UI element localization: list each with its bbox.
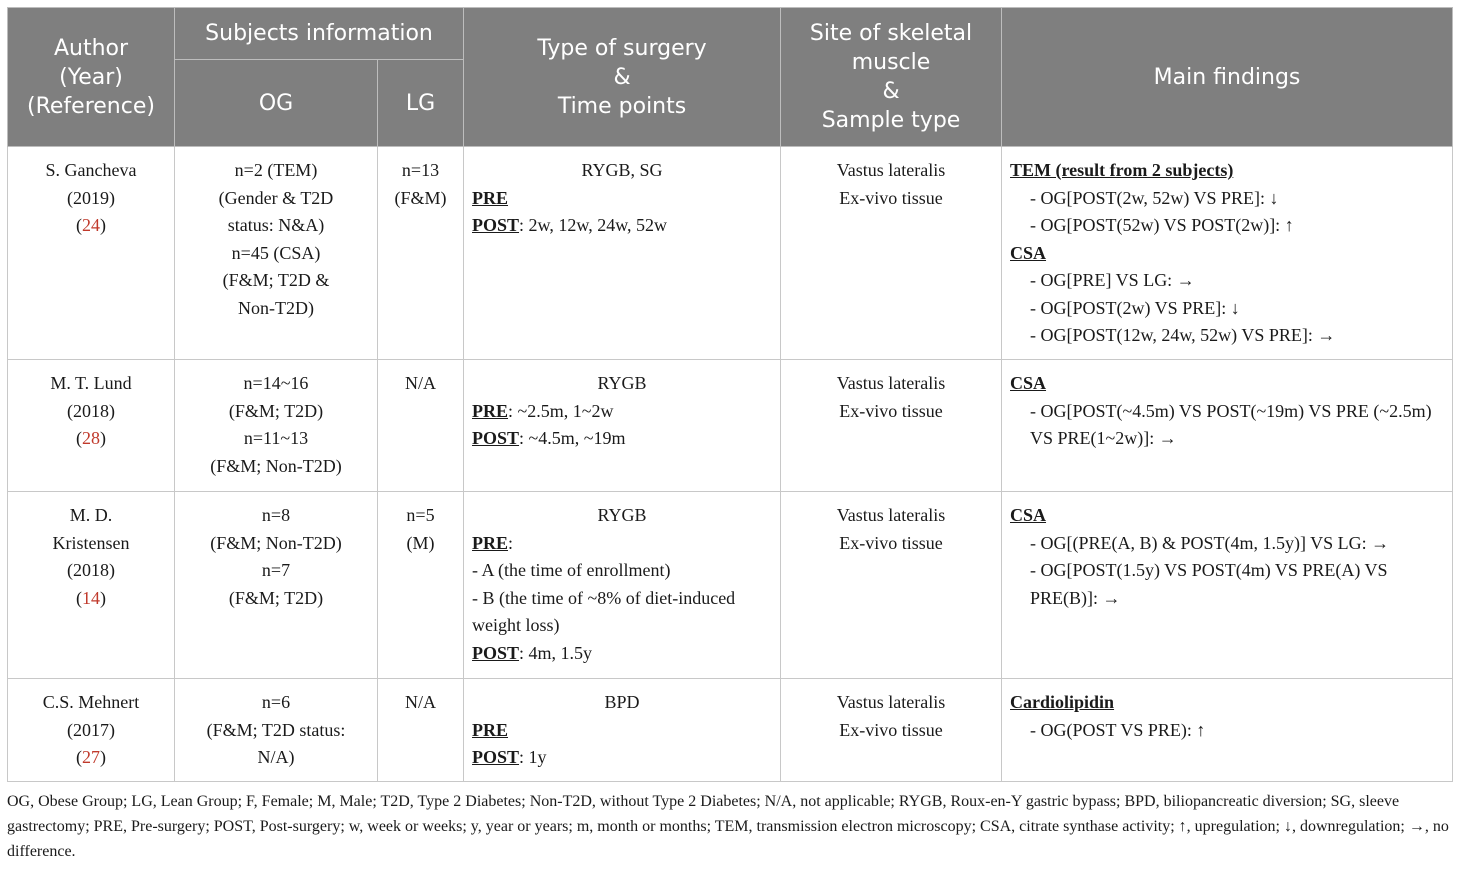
site-cell: Vastus lateralis Ex-vivo tissue	[781, 492, 1002, 679]
findings-cell: CSA - OG[(PRE(A, B) & POST(4m, 1.5y)] VS LG: → - OG[POST(1.5y) VS POST(4m) VS PRE(A) VS PRE(B)]: →	[1002, 492, 1453, 679]
studies-table	[7, 7, 1453, 782]
header-main-findings: Main findings	[1002, 8, 1453, 147]
header-lg: LG	[378, 60, 464, 147]
table-row	[8, 679, 1453, 782]
findings-cell: Cardiolipidin - OG(POST VS PRE): ↑	[1002, 679, 1453, 782]
header-og: OG	[175, 60, 378, 147]
lg-cell: N/A	[378, 679, 464, 782]
findings-cell: CSA - OG[POST(~4.5m) VS POST(~19m) VS PRE (~2.5m) VS PRE(1~2w)]: →	[1002, 360, 1453, 492]
header-site-of-skeletal-muscle: Site of skeletal muscle & Sample type	[781, 8, 1002, 147]
surgery-cell: BPD PRE POST: 1y	[464, 679, 781, 782]
og-cell: n=14~16 (F&M; T2D) n=11~13 (F&M; Non-T2D)	[175, 360, 378, 492]
reference-link[interactable]: 27	[82, 747, 100, 767]
lg-cell: n=13 (F&M)	[378, 147, 464, 360]
author-cell: S. Gancheva (2019) (24)	[8, 147, 175, 360]
table-row	[8, 147, 1453, 360]
site-cell: Vastus lateralis Ex-vivo tissue	[781, 147, 1002, 360]
author-cell: M. T. Lund (2018) (28)	[8, 360, 175, 492]
surgery-cell: RYGB, SG PRE POST: 2w, 12w, 24w, 52w	[464, 147, 781, 360]
table-footnote: OG, Obese Group; LG, Lean Group; F, Female; M, Male; T2D, Type 2 Diabetes; Non-T2D, without Type 2 Diabetes; N/A, not applicable; RYGB, Roux-en-Y gastric bypass; BPD, biliopancreatic diversion; SG, sleeve gastrectomy; PRE, Pre-surgery; POST, Post-surgery; w, week or weeks; y, year or years; m, month or months; TEM, transmission electron microscopy; CSA, citrate synthase activity; ↑, upregulation; ↓, downregulation; →, no difference.	[7, 793, 1449, 860]
site-cell: Vastus lateralis Ex-vivo tissue	[781, 679, 1002, 782]
og-cell: n=8 (F&M; Non-T2D) n=7 (F&M; T2D)	[175, 492, 378, 679]
og-cell: n=6 (F&M; T2D status: N/A)	[175, 679, 378, 782]
reference-link[interactable]: 28	[82, 428, 100, 448]
header-type-of-surgery: Type of surgery & Time points	[464, 8, 781, 147]
table-row	[8, 492, 1453, 679]
header-author: Author (Year) (Reference)	[8, 8, 175, 147]
surgery-cell: RYGB PRE: - A (the time of enrollment) - B (the time of ~8% of diet-induced weight loss) POST: 4m, 1.5y	[464, 492, 781, 679]
table-row	[8, 360, 1453, 492]
reference-link[interactable]: 14	[82, 587, 100, 608]
lg-cell: n=5 (M)	[378, 492, 464, 679]
findings-cell: TEM (result from 2 subjects) - OG[POST(2w, 52w) VS PRE]: ↓ - OG[POST(52w) VS POST(2w)]: ↑ CSA - OG[PRE] VS LG: → - OG[POST(2w) VS PRE]: ↓ - OG[POST(12w, 24w, 52w) VS PRE]: →	[1002, 147, 1453, 360]
site-cell: Vastus lateralis Ex-vivo tissue	[781, 360, 1002, 492]
reference-link[interactable]: 24	[82, 215, 100, 235]
lg-cell: N/A	[378, 360, 464, 492]
author-cell: C.S. Mehnert (2017) (27)	[8, 679, 175, 782]
author-cell: M. D. Kristensen (2018) (14)	[8, 492, 175, 679]
header-subjects-information: Subjects information	[175, 8, 464, 60]
surgery-cell: RYGB PRE: ~2.5m, 1~2w POST: ~4.5m, ~19m	[464, 360, 781, 492]
og-cell: n=2 (TEM) (Gender & T2D status: N&A) n=45 (CSA) (F&M; T2D & Non-T2D)	[175, 147, 378, 360]
